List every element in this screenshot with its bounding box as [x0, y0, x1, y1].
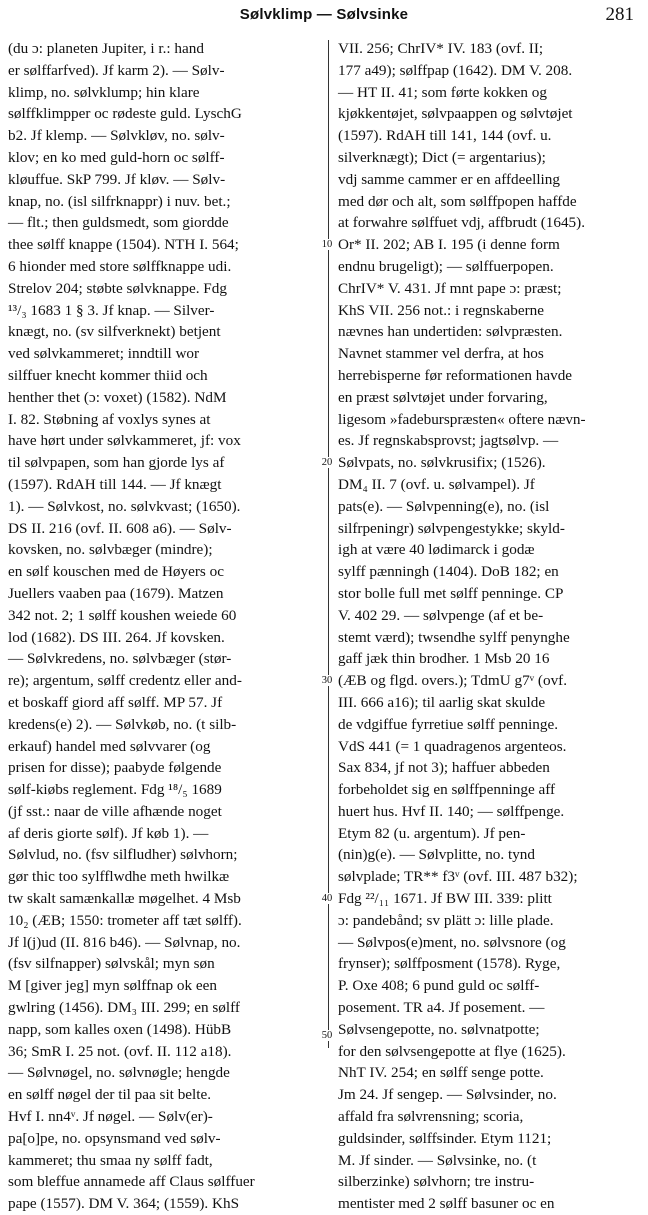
page-header	[0, 4, 648, 30]
text-line: — Sølvkredens, no. sølvbæger (stør-	[8, 650, 232, 668]
text-line: at forwahre sølffuet vdj, affbrudt (1645).	[338, 214, 586, 232]
text-line: som bleffue annamede aff Claus sølffuer	[8, 1173, 255, 1191]
text-line: — Sølvnøgel, no. sølvnøgle; hengde	[8, 1064, 230, 1082]
text-line: forbeholdet sig en sølffpenninge aff	[338, 781, 556, 799]
text-line: affald fra sølvrensning; scoria,	[338, 1108, 524, 1126]
text-line: pape (1557). DM V. 364; (1559). KhS	[8, 1195, 240, 1213]
text-line: Sølvlud, no. (fsv silfludher) sølvhorn;	[8, 846, 238, 864]
text-line: ChrIV* V. 431. Jf mnt pape ɔ: præst;	[338, 279, 562, 297]
text-line: for den sølvsengepotte at flye (1625).	[338, 1042, 566, 1060]
text-line: ved sølvkammeret; inndtill wor	[8, 345, 200, 363]
text-line: prisen for disse); paabyde følgende	[8, 759, 222, 777]
text-line: Navnet stammer vel derfra, at hos	[338, 345, 544, 363]
line-number-40: 40	[317, 893, 337, 904]
text-line: (1597). RdAH till 144. — Jf knægt	[8, 475, 222, 493]
text-line: lod (1682). DS III. 264. Jf kovsken.	[8, 628, 225, 646]
line-number-50: 50	[317, 1030, 337, 1041]
text-line: stemt værd); twsendhe sylff penynghe	[338, 628, 570, 646]
text-line: DM₄ II. 7 (ovf. u. sølvampel). Jf	[338, 475, 535, 493]
text-line: Fdg ²²/₁₁ 1671. Jf BW III. 339: plitt	[338, 890, 552, 908]
text-line: kammeret; thu smaa ny sølff fadt,	[8, 1151, 213, 1169]
text-line: de vdgiffue fyrretiue sølff penninge.	[338, 715, 559, 733]
text-line: herrebisperne før reformationen havde	[338, 366, 573, 384]
text-line: huert hus. Hvf II. 140; — sølffpenge.	[338, 802, 565, 820]
text-line: Jm 24. Jf sengep. — Sølvsinder, no.	[338, 1086, 557, 1104]
text-line: Hvf I. nn4ᵛ. Jf nøgel. — Sølv(er)-	[8, 1108, 213, 1126]
text-line: en sølff nøgel der til paa sit belte.	[8, 1086, 212, 1104]
text-line: silfrpeningr) sølvpengestykke; skyld-	[338, 519, 565, 537]
text-line: Strelov 204; støbte sølvknappe. Fdg	[8, 279, 227, 297]
text-line: kredens(e) 2). — Sølvkøb, no. (t silb-	[8, 715, 237, 733]
text-line: silberzinke) sølvhorn; tre instru-	[338, 1173, 535, 1191]
text-line: sølvplade; TR** f3ᵛ (ovf. III. 487 b32);	[338, 868, 578, 886]
text-line: stor bolle full met sølff penninge. CP	[338, 584, 564, 602]
text-line: silffuer knecht kommer thiid och	[8, 366, 208, 384]
text-line: M [giver jeg] myn sølffnap ok een	[8, 977, 217, 995]
text-line: silverknægt); Dict (= argentarius);	[338, 148, 546, 166]
running-head: Sølvklimp — Sølvsinke	[239, 6, 409, 23]
text-line: (ÆB og flgd. overs.); TdmU g7ᵛ (ovf.	[338, 672, 568, 690]
left-column	[8, 38, 318, 1213]
text-line: gaff jæk thin brodher. 1 Msb 20 16	[338, 650, 550, 668]
text-line: frynser); sølffposment (1578). Ryge,	[338, 955, 561, 973]
text-line: V. 402 29. — sølvpenge (af et be-	[338, 606, 544, 624]
text-line: I. 82. Støbning af voxlys synes at	[8, 410, 211, 428]
text-line: henther thet (ɔ: voxet) (1582). NdM	[8, 388, 227, 406]
text-line: sylff pænningh (1404). DoB 182; en	[338, 563, 559, 581]
text-line: en sølf kouschen med de Høyers oc	[8, 563, 224, 581]
text-line: Sølvsengepotte, no. sølvnatpotte;	[338, 1020, 540, 1038]
text-line: 1). — Sølvkost, no. sølvkvast; (1650).	[8, 497, 241, 515]
text-line: (nin)g(e). — Sølvplitte, no. tynd	[338, 846, 535, 864]
text-line: kløuffue. SkP 799. Jf kløv. — Sølv-	[8, 170, 226, 188]
text-line: VII. 256; ChrIV* IV. 183 (ovf. II;	[338, 40, 544, 57]
text-line: (1597). RdAH till 141, 144 (ovf. u.	[338, 127, 552, 145]
right-column	[338, 38, 642, 1213]
text-line: DS II. 216 (ovf. II. 608 a6). — Sølv-	[8, 519, 232, 537]
text-line: posement. TR a4. Jf posement. —	[338, 999, 545, 1017]
text-line: sølf-kiøbs reglement. Fdg ¹⁸/₅ 1689	[8, 781, 222, 799]
text-line: b2. Jf klemp. — Sølvkløv, no. sølv-	[8, 127, 225, 145]
text-line: endnu brugeligt); — sølffuerpopen.	[338, 257, 554, 275]
text-line: til sølvpapen, som han gjorde lys af	[8, 454, 225, 472]
text-line: (jf sst.: naar de ville afhænde noget	[8, 802, 222, 820]
text-line: thee sølff knappe (1504). NTH I. 564;	[8, 236, 239, 254]
line-number-10: 10	[317, 239, 337, 250]
text-line: III. 666 a16); til aarlig skat skulde	[338, 693, 546, 711]
text-line: (fsv silfnapper) sølvskål; myn søn	[8, 955, 215, 973]
text-line: klimp, no. sølvklump; hin klare	[8, 83, 200, 101]
text-line: NhT IV. 254; en sølff senge potte.	[338, 1064, 544, 1082]
text-line: sølffklimpper oc rødeste guld. LyschG	[8, 105, 242, 123]
text-line: vdj samme cammer er en affdeelling	[338, 170, 560, 188]
text-line: — HT II. 41; som førte kokken og	[338, 83, 547, 101]
text-line: have hørt under sølvkammeret, jf: vox	[8, 432, 241, 450]
text-line: med dør och alt, som sølffpopen haffde	[338, 192, 577, 210]
text-line: tw skalt samænkallæ møgelhet. 4 Msb	[8, 890, 241, 908]
text-line: es. Jf regnskabsprovst; jagtsølvp. —	[338, 432, 559, 450]
text-line: — Sølvpos(e)ment, no. sølvsnore (og	[338, 933, 566, 951]
text-line: kjøkkentøjet, sølvpaappen og sølvtøjet	[338, 105, 573, 123]
text-line: pa[o]pe, no. opsynsmand ved sølv-	[8, 1129, 221, 1147]
text-line: ¹³/₃ 1683 1 § 3. Jf knap. — Silver-	[8, 301, 215, 319]
line-number-30: 30	[317, 675, 337, 686]
text-line: Sax 834, jf not 3); haffuer abbeden	[338, 759, 550, 777]
text-line: Sølvpats, no. sølvkrusifix; (1526).	[338, 454, 546, 472]
text-line: (du ɔ: planeten Jupiter, i r.: hand	[8, 40, 204, 57]
text-line: nævnes han undertiden: sølvpræsten.	[338, 323, 563, 341]
text-line: gwlring (1456). DM₃ III. 299; en sølff	[8, 999, 240, 1017]
text-line: napp, som kalles oxen (1498). HübB	[8, 1020, 232, 1038]
text-line: Or* II. 202; AB I. 195 (i denne form	[338, 236, 560, 254]
text-line: 177 a49); sølffpap (1642). DM V. 208.	[338, 61, 573, 79]
text-line: Jf l(j)ud (II. 816 b46). — Sølvnap, no.	[8, 933, 241, 951]
text-line: er sølffarfved). Jf karm 2). — Sølv-	[8, 61, 225, 79]
text-line: Etym 82 (u. argentum). Jf pen-	[338, 824, 526, 842]
text-line: 36; SmR I. 25 not. (ovf. II. 112 a18).	[8, 1042, 232, 1060]
text-line: ligesom »fadeburspræsten« oftere nævn-	[338, 410, 586, 428]
page-number: 281	[605, 4, 634, 25]
text-line: P. Oxe 408; 6 pund guld oc sølff-	[338, 977, 540, 995]
text-line: pats(e). — Sølvpenning(e), no. (isl	[338, 497, 550, 515]
text-line: 10₂ (ÆB; 1550: trometer aff tæt sølff).	[8, 911, 242, 929]
text-line: KhS VII. 256 not.: i regnskaberne	[338, 301, 544, 319]
text-line: ɔ: pandebånd; sv plätt ɔ: lille plade.	[338, 911, 554, 929]
text-line: en præst sølvtøjet under forvaring,	[338, 388, 548, 406]
text-line: igh at være 40 lødimarck i godæ	[338, 541, 535, 559]
text-line: klov; en ko med guld-horn oc sølff-	[8, 148, 225, 166]
text-line: knægt, no. (sv silfverknekt) betjent	[8, 323, 221, 341]
text-line: re); argentum, sølff credentz eller and-	[8, 672, 242, 690]
text-line: mentister med 2 sølff basuner oc en	[338, 1195, 555, 1213]
text-line: M. Jf sinder. — Sølvsinke, no. (t	[338, 1151, 537, 1169]
text-line: kovsken, no. sølvbæger (mindre);	[8, 541, 213, 559]
text-line: et boskaff giord aff sølff. MP 57. Jf	[8, 693, 223, 711]
text-line: VdS 441 (= 1 quadragenos argenteos.	[338, 737, 567, 755]
text-line: erkauf) handel med sølvvarer (og	[8, 737, 211, 755]
text-line: guldsinder, sølffsinder. Etym 1121;	[338, 1129, 552, 1147]
text-line: gør thic too sylfflwdhe meth hwilkæ	[8, 868, 230, 886]
text-line: Juellers vaaben paa (1679). Matzen	[8, 584, 224, 602]
text-line: — flt.; then guldsmedt, som giordde	[8, 214, 229, 232]
text-line: 342 not. 2; 1 sølff koushen weiede 60	[8, 606, 237, 624]
text-line: af deris giorte sølf). Jf køb 1). —	[8, 824, 209, 842]
line-number-20: 20	[317, 457, 337, 468]
text-line: 6 hionder med store sølffknappe udi.	[8, 257, 232, 275]
text-line: knap, no. (isl silfrknappr) i nuv. bet.;	[8, 192, 231, 210]
